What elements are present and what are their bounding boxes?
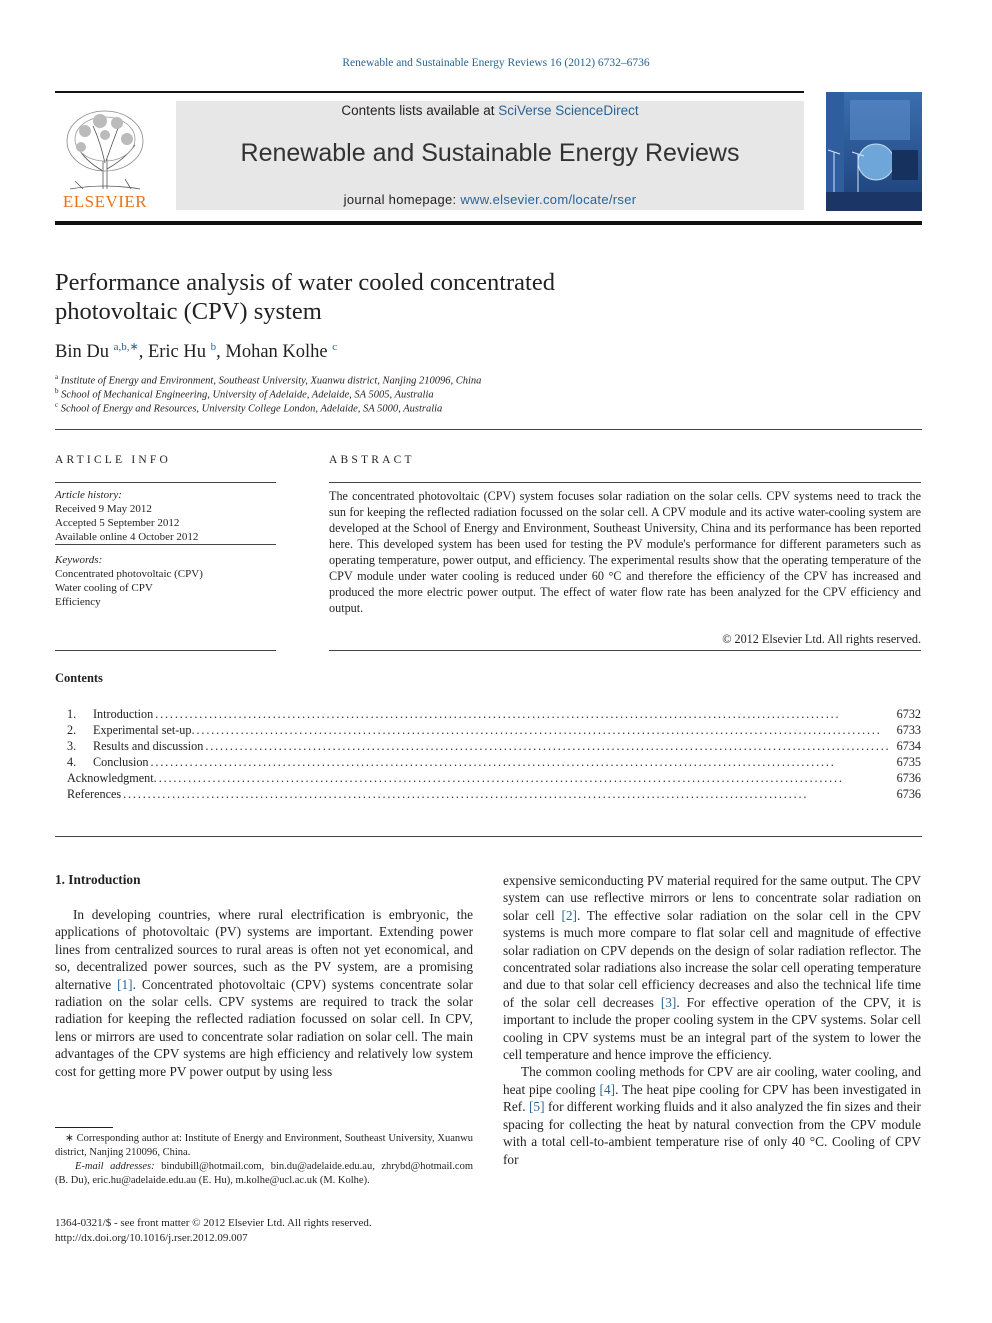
reference-link[interactable]: [2] bbox=[561, 907, 577, 923]
toc-entry[interactable] bbox=[67, 787, 921, 803]
online-date: Available online 4 October 2012 bbox=[55, 531, 199, 543]
contents-prefix: Contents lists available at bbox=[341, 103, 499, 118]
toc-page: 6736 bbox=[896, 787, 921, 801]
footnote-rule bbox=[55, 1127, 113, 1128]
affiliation bbox=[55, 373, 481, 387]
email-addresses bbox=[55, 1160, 473, 1188]
author-separator: , bbox=[216, 342, 226, 363]
issn-block bbox=[55, 1216, 372, 1246]
toc-page: 6734 bbox=[896, 739, 921, 753]
affiliation-mark: a bbox=[55, 373, 59, 381]
toc-number: 4. bbox=[67, 755, 77, 769]
journal-name: Renewable and Sustainable Energy Reviews bbox=[240, 139, 740, 167]
toc-number: 3. bbox=[67, 739, 77, 753]
affiliation bbox=[55, 401, 442, 415]
right-column bbox=[503, 872, 921, 1168]
article-info-heading: ARTICLE INFO bbox=[55, 454, 171, 466]
author-marks[interactable]: a,b,∗ bbox=[113, 341, 139, 353]
corresponding-author: ∗ Corresponding author at: Institute of Energy and Environment, Southeast University, Xuanwu district, Nanjing 210096, China. bbox=[55, 1133, 473, 1158]
sciencedirect-link[interactable]: SciVerse ScienceDirect bbox=[498, 103, 639, 118]
affiliation-text: School of Energy and Resources, University College London, Adelaide, SA 5000, Australia bbox=[60, 403, 443, 415]
reference-link[interactable]: [5] bbox=[529, 1099, 545, 1115]
left-column bbox=[55, 906, 473, 1080]
journal-banner bbox=[176, 101, 804, 210]
abstract-rule bbox=[329, 650, 921, 651]
abstract-copyright: © 2012 Elsevier Ltd. All rights reserved. bbox=[722, 632, 921, 646]
abstract-rule bbox=[329, 482, 921, 483]
keywords-label: Keywords: bbox=[55, 554, 103, 566]
info-rule bbox=[55, 482, 276, 483]
header-rule bbox=[55, 91, 804, 93]
toc-page: 6735 bbox=[896, 755, 921, 769]
author-marks[interactable]: c bbox=[332, 341, 338, 353]
toc-label[interactable]: References bbox=[67, 787, 122, 801]
toc-entry[interactable] bbox=[67, 755, 921, 771]
toc-leader bbox=[123, 787, 894, 802]
toc-entry[interactable] bbox=[67, 771, 921, 787]
keyword: Concentrated photovoltaic (CPV) bbox=[55, 568, 203, 580]
text-run: The common cooling methods for CPV are air cooling, water cooling, and heat pipe cooling bbox=[503, 1064, 921, 1097]
toc-label[interactable]: Acknowledgment. bbox=[67, 771, 157, 785]
intro-paragraph bbox=[503, 872, 921, 1063]
toc-label[interactable]: Conclusion bbox=[93, 755, 149, 769]
abstract-text: The concentrated photovoltaic (CPV) system focuses solar radiation on the solar cells. CPV systems need to track the sun for keeping the reflected radiation focussed on the solar cell. A CPV module and its active water-cooling system are developed at the School of Energy and Environment, Southeast University, China and its performance has been reported here. This developed system has been used for testing the PV module's performance for different parameters such as operating temperature, power output, and efficiency. The experimental results show that the operating temperature of the CPV module under water cooling is reduced under 60 °C and therefore the efficiency of the CPV has increased and produced the more electric power output. The effect of water flow rate has been analyzed for the CPV efficiency and output. bbox=[329, 489, 921, 615]
contents-available bbox=[176, 103, 804, 118]
text-run: . Concentrated photovoltaic (CPV) systems concentrate solar radiation on the solar cells. CPV systems are required to track the solar radiation for keeping the reflected radiation focussed on solar cell. In CPV, lens or mirrors are used to concentrate solar radiation on solar cell. The main advantages of the CPV systems are high efficiency and relatively low system cost for getting more PV power output by using less bbox=[55, 976, 473, 1079]
toc-page: 6736 bbox=[896, 771, 921, 785]
homepage-prefix: journal homepage: bbox=[343, 192, 461, 207]
toc-leader bbox=[205, 739, 894, 754]
toc-title: Contents bbox=[55, 671, 103, 685]
received-date: Received 9 May 2012 bbox=[55, 503, 152, 515]
article-title bbox=[55, 268, 755, 326]
email-list[interactable]: bindubill@hotmail.com, bin.du@adelaide.edu.au, zhrybd@hotmail.com (B. Du), eric.hu@adelaide.edu.au (E. Hu), m.kolhe@ucl.ac.uk (M. Kolhe). bbox=[55, 1161, 473, 1186]
text-run: In developing countries, where rural electrification is embryonic, the applications of photovoltaic (PV) systems are important. Extending power lines from centralized sources to rural areas is often not yet economical, and so, decentralized power sources, such as the PV system, are a promising alternative bbox=[55, 907, 473, 992]
toc-page: 6733 bbox=[896, 723, 921, 737]
keyword: Water cooling of CPV bbox=[55, 582, 153, 594]
reference-link[interactable]: [4] bbox=[599, 1081, 616, 1097]
title-line-2: photovoltaic (CPV) system bbox=[55, 298, 322, 325]
text-run: for different working fluids and it also analyzed the fin sizes and their spacing for collecting the heat by natural convection from the CPV module with a total cell-to-ambient temperature rise of only 40 °C. Cooling of CPV for bbox=[503, 1099, 921, 1167]
doi-link[interactable]: http://dx.doi.org/10.1016/j.rser.2012.09.007 bbox=[55, 1232, 248, 1244]
journal-cover-image[interactable] bbox=[826, 92, 922, 211]
affiliation-text: School of Mechanical Engineering, University of Adelaide, Adelaide, SA 5005, Australia bbox=[61, 389, 434, 401]
toc-leader bbox=[159, 771, 895, 786]
toc-number: 2. bbox=[67, 723, 77, 737]
toc-entry[interactable] bbox=[67, 739, 921, 755]
text-run: . For effective operation of the CPV, it is important to include the proper cooling system in the CPV systems. Solar cell cooling in CPV systems must be an integral part of the system to lower the cell temperature and hence improve the efficiency. bbox=[503, 994, 921, 1063]
section-heading: 1. Introduction bbox=[55, 872, 141, 887]
affiliation-mark: b bbox=[55, 387, 59, 395]
title-line-1: Performance analysis of water cooled concentrated bbox=[55, 269, 555, 296]
homepage-link[interactable]: www.elsevier.com/locate/rser bbox=[460, 192, 637, 207]
info-rule bbox=[55, 544, 276, 545]
reference-link[interactable]: [1] bbox=[117, 976, 133, 992]
text-run: expensive semiconducting PV material required for the same output. The CPV system can use reflective mirrors or lens to concentrate solar radiation on solar cell bbox=[503, 873, 921, 923]
email-label: E-mail addresses: bbox=[75, 1161, 155, 1172]
affiliation bbox=[55, 387, 434, 401]
author-list bbox=[55, 340, 337, 363]
header-thick-rule bbox=[55, 221, 922, 225]
toc-number: 1. bbox=[67, 707, 77, 721]
reference-link[interactable]: [3] bbox=[660, 994, 677, 1010]
toc-label[interactable]: Experimental set-up. bbox=[93, 723, 195, 737]
text-run: . The heat pipe cooling for CPV has been investigated in Ref. bbox=[503, 1081, 921, 1115]
section-rule bbox=[55, 429, 922, 430]
toc-entry[interactable] bbox=[67, 723, 921, 739]
author-separator: , bbox=[138, 342, 148, 363]
author-name[interactable]: Mohan Kolhe bbox=[225, 342, 328, 363]
text-run: . The effective solar radiation on the solar cell in the CPV systems is much more compare to flat solar cell and magnitude of effective solar radiation on CPV depends on the design of solar radiation reflector. The concentrated solar radiations also increase the solar cell operating temperature and due to that solar cell efficiency decreases and also the technical life time of the solar cell decreases bbox=[503, 907, 921, 1010]
contents-rule bbox=[55, 836, 922, 837]
toc-page: 6732 bbox=[896, 707, 921, 721]
affiliation-mark: c bbox=[55, 401, 59, 409]
affiliation-text: Institute of Energy and Environment, Southeast University, Xuanwu district, Nanjing 210096, China bbox=[60, 375, 482, 387]
toc-label[interactable]: Introduction bbox=[93, 707, 154, 721]
abstract-heading: ABSTRACT bbox=[329, 454, 415, 466]
history-label: Article history: bbox=[55, 489, 122, 501]
toc-leader bbox=[197, 723, 895, 738]
journal-homepage bbox=[176, 192, 804, 207]
keywords-block bbox=[55, 553, 276, 609]
toc-leader bbox=[151, 755, 895, 770]
article-history bbox=[55, 488, 276, 544]
footnote bbox=[55, 1132, 473, 1188]
author-name[interactable]: Eric Hu bbox=[147, 342, 207, 363]
issn-line: 1364-0321/$ - see front matter © 2012 Elsevier Ltd. All rights reserved. bbox=[55, 1217, 372, 1229]
toc-label[interactable]: Results and discussion bbox=[93, 739, 204, 753]
info-rule bbox=[55, 650, 276, 651]
journal-citation[interactable]: Renewable and Sustainable Energy Reviews 16 (2012) 6732–6736 bbox=[342, 57, 650, 69]
accepted-date: Accepted 5 September 2012 bbox=[55, 517, 180, 529]
intro-paragraph bbox=[55, 906, 473, 1080]
toc-leader bbox=[155, 707, 894, 722]
author-marks[interactable]: b bbox=[210, 341, 217, 353]
toc-entry[interactable] bbox=[67, 707, 921, 723]
intro-paragraph bbox=[503, 1063, 921, 1167]
publisher-name: ELSEVIER bbox=[62, 192, 148, 211]
keyword: Efficiency bbox=[55, 596, 101, 608]
author-name[interactable]: Bin Du bbox=[55, 342, 109, 363]
